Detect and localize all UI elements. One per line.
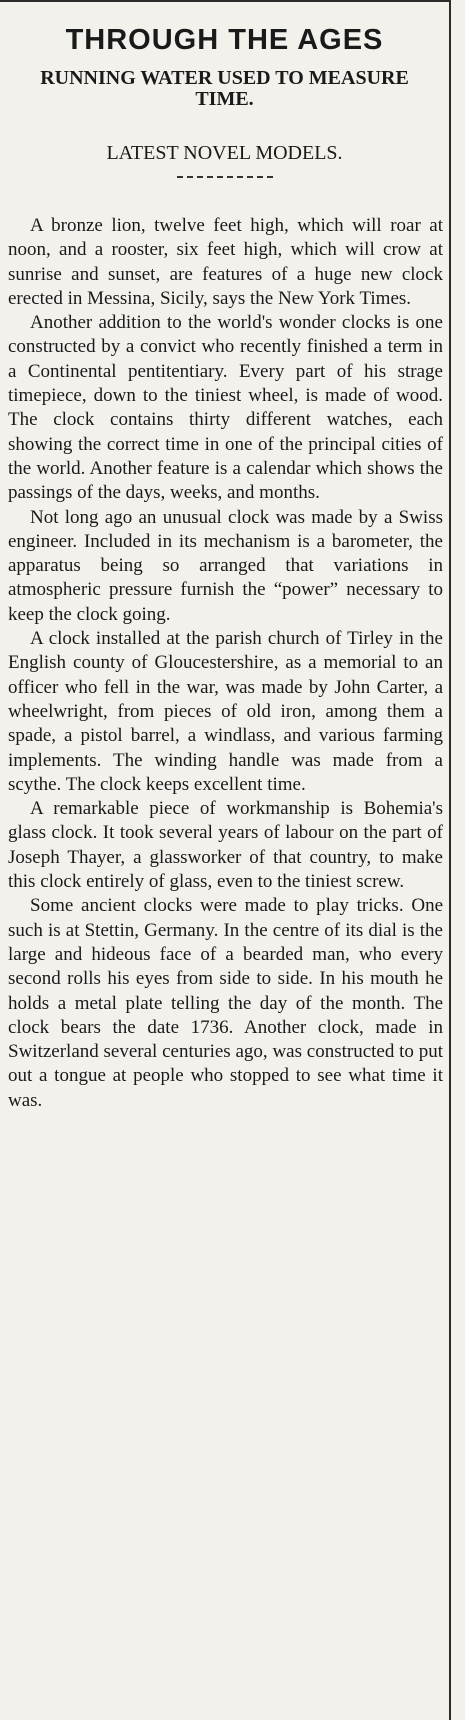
top-rule [0, 0, 449, 2]
article-body [8, 214, 443, 1113]
paragraph: Not long ago an unusual clock was made by a Swiss engineer. Included in its mechanism is a barometer, the apparatus being so arranged that variations in atmospheric pressure furnish the “power” necessary to keep the clock going. [8, 506, 443, 625]
deck: LATEST NOVEL MODELS. [106, 142, 343, 164]
subheadline: RUNNING WATER USED TO MEASURE TIME. [40, 67, 409, 110]
paragraph: A remarkable piece of workmanship is Bohemia's glass clock. It took several years of labour on the part of Joseph Thayer, a glassworker of that country, to make this clock entirely of glass, even to the tiniest screw. [8, 798, 443, 893]
section-divider [177, 176, 273, 178]
headline: THROUGH THE AGES [65, 24, 384, 56]
paragraph: Some ancient clocks were made to play tricks. One such is at Stettin, Germany. In the centre of its dial is the large and hideous face of a bearded man, who every second rolls his eyes from side to side. In his mouth he holds a metal plate telling the day of the month. The clock bears the date 1736. Another clock, made in Switzerland several centuries ago, was constructed to put out a tongue at people who stopped to see what time it was. [8, 895, 443, 1111]
paragraph: A bronze lion, twelve feet high, which will roar at noon, and a rooster, six feet high, which will crow at sunrise and sunset, are features of a huge new clock erected in Messina, Sicily, says the New York Times. [8, 215, 443, 309]
paragraph: Another addition to the world's wonder clocks is one constructed by a convict who recently finished a term in a Continental pentitentiary. Every part of his strage timepiece, down to the tiniest wheel, is made of wood. The clock contains thirty different watches, each showing the correct time in one of the principal cities of the world. Another feature is a calendar which shows the passings of the days, weeks, and months. [8, 312, 443, 504]
paragraph: A clock installed at the parish church of Tirley in the English county of Gloucestershire, as a memorial to an officer who fell in the war, was made by John Carter, a wheelwright, from pieces of old iron, among them a spade, a pistol barrel, a windlass, and various farming implements. The winding handle was made from a scythe. The clock keeps excellent time. [8, 628, 443, 795]
